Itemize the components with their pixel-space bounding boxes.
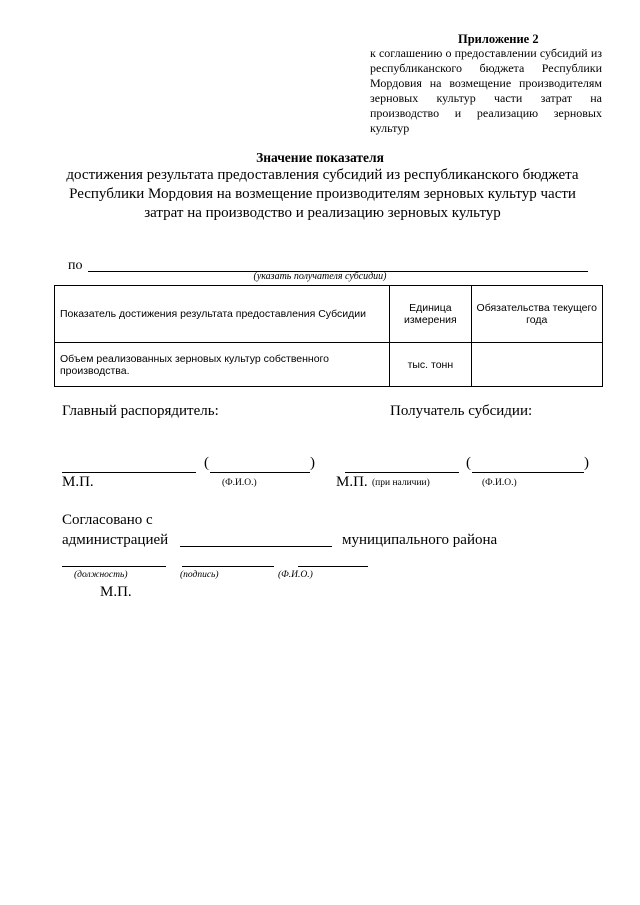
recipient-fio-hint: (Ф.И.О.) [482,478,517,488]
manager-fio-hint: (Ф.И.О.) [222,478,257,488]
recipient-signature-label: Получатель субсидии: [390,403,533,419]
position-hint: (должность) [74,570,128,580]
recipient-fio-line [472,472,584,473]
recipient-paren-close: ) [584,455,589,471]
recipient-hint: (указать получателя субсидии) [253,271,387,282]
recipient-stamp-label: М.П. [336,474,368,490]
table-header-row [55,286,603,343]
table-cell-obligations [471,343,603,387]
document-title: Значение показателя [256,150,384,165]
indicator-table [54,285,603,387]
appendix-text: к соглашению о предоставлении субсидий из республиканского бюджета Республики Мордовия на возмещение производителям зерновых культур части затрат на производство и реализацию зерновых культур [370,46,602,135]
fio-line [298,566,368,567]
recipient-signature-line [345,472,459,473]
manager-paren-open: ( [204,455,209,471]
agreement-district: муниципального района [342,532,498,548]
administration-line [180,546,332,547]
recipient-stamp-hint: (при наличии) [372,478,430,488]
manager-fio-line [210,472,310,473]
document-subtitle: достижения результата предоставления субсидий из республиканского бюджета Республики Мордовия на возмещение производителям зерновых культур части затрат на производство и реализацию зерновых культур [66,167,579,221]
manager-paren-close: ) [310,455,315,471]
recipient-paren-open: ( [466,455,471,471]
recipient-label: по [68,258,83,273]
table-header-obligations: Обязательства текущего года [471,286,603,343]
signature-hint: (подпись) [180,570,219,580]
manager-signature-line [62,472,196,473]
table-row [55,343,603,387]
agreement-administration: администрацией [62,532,169,548]
main-manager-label: Главный распорядитель: [62,403,219,419]
appendix-title: Приложение 2 [458,32,539,46]
signature-line [182,566,274,567]
table-header-unit: Единица измерения [390,286,471,343]
table-cell-unit: тыс. тонн [390,343,471,387]
table-header-indicator: Показатель достижения результата предоставления Субсидии [55,286,390,343]
fio-hint: (Ф.И.О.) [278,570,313,580]
table-cell-indicator: Объем реализованных зерновых культур собственного производства. [55,343,390,387]
manager-stamp-label: М.П. [62,474,94,490]
agreement-stamp-label: М.П. [100,584,132,600]
position-line [62,566,166,567]
agreement-label: Согласовано с [62,512,153,528]
